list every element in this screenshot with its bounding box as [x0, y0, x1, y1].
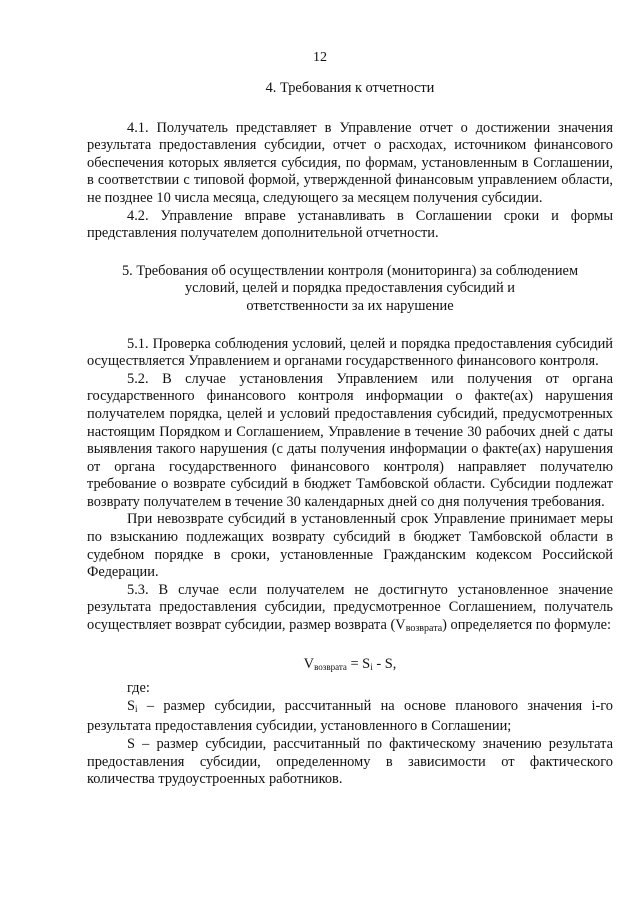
- definition-si-symbol: S: [127, 697, 136, 714]
- paragraph-4-1: 4.1. Получатель представляет в Управление отчет о достижении значения результата предоставления субсидии, отчет о расходах, источником финансового обеспечения которых является субсидия, по формам, установленным в Соглашении, в соответствии с типовой формой, утвержденной финансовым управлением области, не позднее 10 числа месяца, следующего за месяцем получения субсидии.: [87, 119, 613, 206]
- paragraph-5-2: 5.2. В случае установления Управлением или получения от органа государственного финансового контроля информации о факте(ах) нарушения получателем порядка, целей и условий предоставления субсидий, предусмотренных настоящим Порядком и Соглашением, Управление в течение 30 рабочих дней с даты выявления такого нарушения (с даты получения информации о факте(ах) нарушения от органа государственного финансового контроля) направляет получателю требование о возврате субсидий в бюджет Тамбовской области. Субсидии подлежат возврату получателем в течение 30 календарных дней со дня получения требования.: [87, 370, 613, 510]
- definition-si-subscript: i: [135, 703, 138, 714]
- section-4-title: 4. Требования к отчетности: [265, 80, 435, 96]
- paragraph-5-2-continued: При невозврате субсидий в установленный срок Управление принимает меры по взысканию подлежащих возврату субсидий в бюджет Тамбовской области в судебном порядке в сроки, установленные Гражданским кодексом Российской Федерации.: [87, 511, 613, 581]
- definition-s: S – размер субсидии, рассчитанный по фактическому значению результата предоставления субсидии, определенному в зависимости от фактического количества трудоустроенных работников.: [87, 736, 613, 788]
- formula-v: V: [303, 655, 315, 672]
- section-5-title: [87, 263, 613, 316]
- definition-si-text: – размер субсидии, рассчитанный на основе планового значения i-го результата предоставления субсидии, установленного в Соглашении;: [87, 697, 613, 735]
- section-5-title-line3: ответственности за их нарушение: [246, 297, 454, 314]
- page-number: 12: [313, 50, 327, 65]
- where-label: где:: [127, 680, 150, 697]
- paragraph-4-2: 4.2. Управление вправе устанавливать в Соглашении сроки и формы представления получателем дополнительной отчетности.: [87, 207, 613, 242]
- formula-tail: - S,: [372, 655, 397, 672]
- section-5-title-line2: условий, целей и порядка предоставления субсидий и: [184, 280, 516, 297]
- formula-equals-s: = S: [346, 655, 371, 672]
- paragraph-5-3-text: 5.3. В случае если получателем не достигнуто установленное значение результата предоставления субсидии, предусмотренное Соглашением, получатель осуществляет возврат субсидии, размер возврата (V: [87, 581, 613, 634]
- paragraph-5-1: 5.1. Проверка соблюдения условий, целей и порядка предоставления субсидий осуществляется Управлением и органами государственного финансового контроля.: [87, 335, 613, 370]
- formula-v-subscript: возврата: [314, 661, 347, 672]
- paragraph-5-3: [87, 582, 613, 638]
- document-body: [87, 80, 613, 789]
- section-5-title-line1: 5. Требования об осуществлении контроля (мониторинга) за соблюдением: [121, 262, 579, 279]
- return-formula: [87, 656, 613, 677]
- paragraph-5-3-subscript: возврата: [405, 623, 443, 635]
- paragraph-5-3-end: ) определяется по формуле:: [442, 617, 612, 634]
- formula-i-subscript: i: [370, 661, 373, 672]
- definition-si: [87, 698, 613, 736]
